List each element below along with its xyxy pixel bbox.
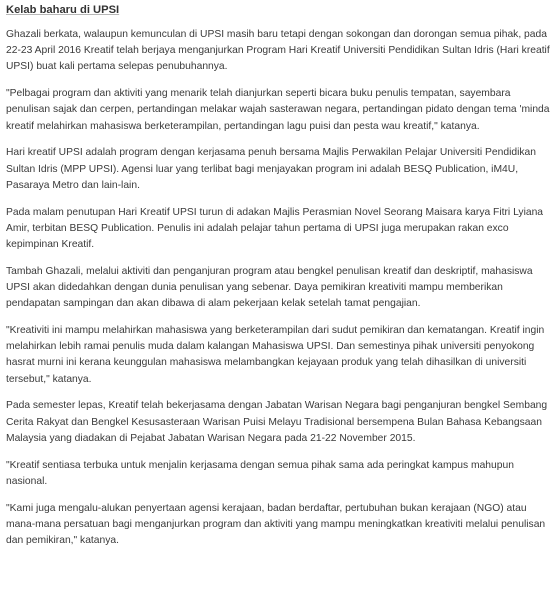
article-body [6, 3, 550, 560]
paragraph-5: Tambah Ghazali, melalui aktiviti dan penganjuran program atau bengkel penulisan kreatif dan deskriptif, mahasiswa UPSI akan didedahkan dengan dunia penulisan yang sebenar. Daya pemikiran kreativiti mampu memberikan pendapatan sampingan dan akan dibawa di alam pekerjaan kelak setelah tamat pengajian. [6, 265, 533, 310]
paragraph-7: Pada semester lepas, Kreatif telah bekerjasama dengan Jabatan Warisan Negara bagi penganjuran bengkel Sembang Cerita Rakyat dan Bengkel Kesusasteraan Warisan Puisi Melayu Tradisional bersempena Bulan Bahasa Kebangsaan Malaysia yang diadakan di Pejabat Jabatan Warisan Negara pada 21-22 November 2015. [6, 400, 548, 444]
paragraph-1: Ghazali berkata, walaupun kemunculan di UPSI masih baru tetapi dengan sokongan dan dorongan semua pihak, pada 22-23 April 2016 Kreatif telah berjaya menganjurkan Program Hari Kreatif Universiti Pendidikan Sultan Idris (Hari kreatif UPSI) buat kali pertama selepas penubuhannya. [6, 29, 550, 73]
paragraph-4: Pada malam penutupan Hari Kreatif UPSI turun di adakan Majlis Perasmian Novel Seorang Maisara karya Fitri Lyiana Amir, terbitan BESQ Publication. Penulis ini adalah pelajar tahun pertama di UPSI juga merupakan rakan exco kepimpinan Kreatif. [6, 206, 544, 251]
paragraph-9: "Kami juga mengalu-alukan penyertaan agensi kerajaan, badan berdaftar, pertubuhan bukan kerajaan (NGO) atau mana-mana persatuan bagi menganjurkan program dan aktiviti yang mampu meningkatkan kreativiti melalui penulisan dan pemikiran," katanya. [6, 502, 546, 547]
paragraph-3: Hari kreatif UPSI adalah program dengan kerjasama penuh bersama Majlis Perwakilan Pelajar Universiti Pendidikan Sultan Idris (MPP UPSI). Agensi luar yang terlibat bagi menjayakan program ini adalah BESQ Publication, iM4U, Pasaraya Metro dan lain-lain. [6, 147, 536, 191]
paragraph-8: "Kreatif sentiasa terbuka untuk menjalin kerjasama dengan semua pihak sama ada peringkat kampus mahupun nasional. [6, 459, 514, 487]
paragraph-6: "Kreativiti ini mampu melahirkan mahasiswa yang berketerampilan dari sudut pemikiran dan kematangan. Kreatif ingin melahirkan lebih ramai penulis muda dalam kalangan Mahasiswa UPSI. Dan semestinya pihak universiti penyokong hasrat murni ini kerana keunggulan mahasiswa melambangkan kejayaan produk yang telah dihasilkan di universiti tersebut," katanya. [6, 325, 545, 385]
section-heading: Kelab baharu di UPSI [6, 4, 120, 16]
paragraph-2: "Pelbagai program dan aktiviti yang menarik telah dianjurkan seperti bicara buku penulis tempatan, sayembara penulisan sajak dan cerpen, pertandingan melakar wajah sasterawan negara, pertandingan pidato dengan tema 'minda kreatif melahirkan mahasiswa berketerampilan, pertandingan lagu puisi dan pesta wau kreatif," katanya. [6, 88, 550, 132]
